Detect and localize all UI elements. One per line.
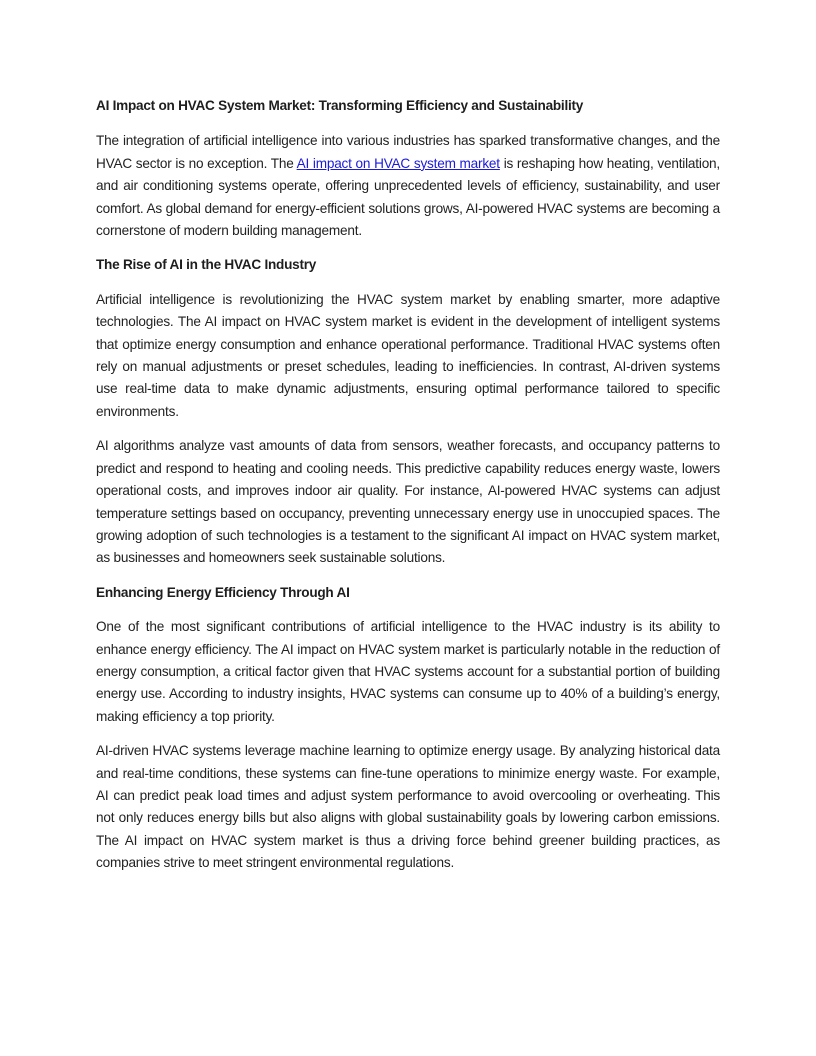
section-heading-rise-of-ai: The Rise of AI in the HVAC Industry [96, 257, 317, 273]
paragraph: AI algorithms analyze vast amounts of data from sensors, weather forecasts, and occupancy patterns to predict and respond to heating and cooling needs. This predictive capability reduces energy waste, lowers operational costs, and improves indoor air quality. For instance, AI-powered HVAC systems can adjust temperature settings based on occupancy, preventing unnecessary energy use in unoccupied spaces. The growing adoption of such technologies is a testament to the significant AI impact on HVAC system market, as businesses and homeowners seek sustainable solutions. [96, 438, 720, 566]
document-title: AI Impact on HVAC System Market: Transforming Efficiency and Sustainability [96, 98, 584, 113]
paragraph: AI-driven HVAC systems leverage machine learning to optimize energy usage. By analyzing historical data and real-time conditions, these systems can fine-tune operations to minimize energy waste. For example, AI can predict peak load times and adjust system performance to avoid overcooling or overheating. This not only reduces energy bills but also aligns with global sustainability goals by lowering carbon emissions. The AI impact on HVAC system market is thus a driving force behind greener building practices, as companies strive to meet stringent environmental regulations. [96, 743, 720, 871]
intro-paragraph [96, 130, 720, 242]
intro-text-after-link: is reshaping how heating, ventilation, and air conditioning systems operate, offering unprecedented levels of efficiency, sustainability, and user comfort. As global demand for energy-efficient solutions grows, AI-powered HVAC systems are becoming a cornerstone of modern building management. [96, 155, 720, 239]
document-page [96, 95, 720, 887]
paragraph: Artificial intelligence is revolutionizing the HVAC system market by enabling smarter, more adaptive technologies. The AI impact on HVAC system market is evident in the development of intelligent systems that optimize energy consumption and enhance operational performance. Traditional HVAC systems often rely on manual adjustments or preset schedules, leading to inefficiencies. In contrast, AI-driven systems use real-time data to make dynamic adjustments, ensuring optimal performance tailored to specific environments. [96, 291, 720, 419]
paragraph: One of the most significant contributions of artificial intelligence to the HVAC industry is its ability to enhance energy efficiency. The AI impact on HVAC system market is particularly notable in the reduction of energy consumption, a critical factor given that HVAC systems account for a substantial portion of building energy use. According to industry insights, HVAC systems can consume up to 40% of a building’s energy, making efficiency a top priority. [96, 619, 720, 724]
section-heading-energy-efficiency: Enhancing Energy Efficiency Through AI [96, 584, 350, 600]
ai-impact-hvac-market-link[interactable]: AI impact on HVAC system market [296, 155, 500, 171]
intro-text-before-link: The integration of artificial intelligence into various industries has sparked transformative changes, and the HVAC sector is no exception. The [96, 133, 720, 171]
